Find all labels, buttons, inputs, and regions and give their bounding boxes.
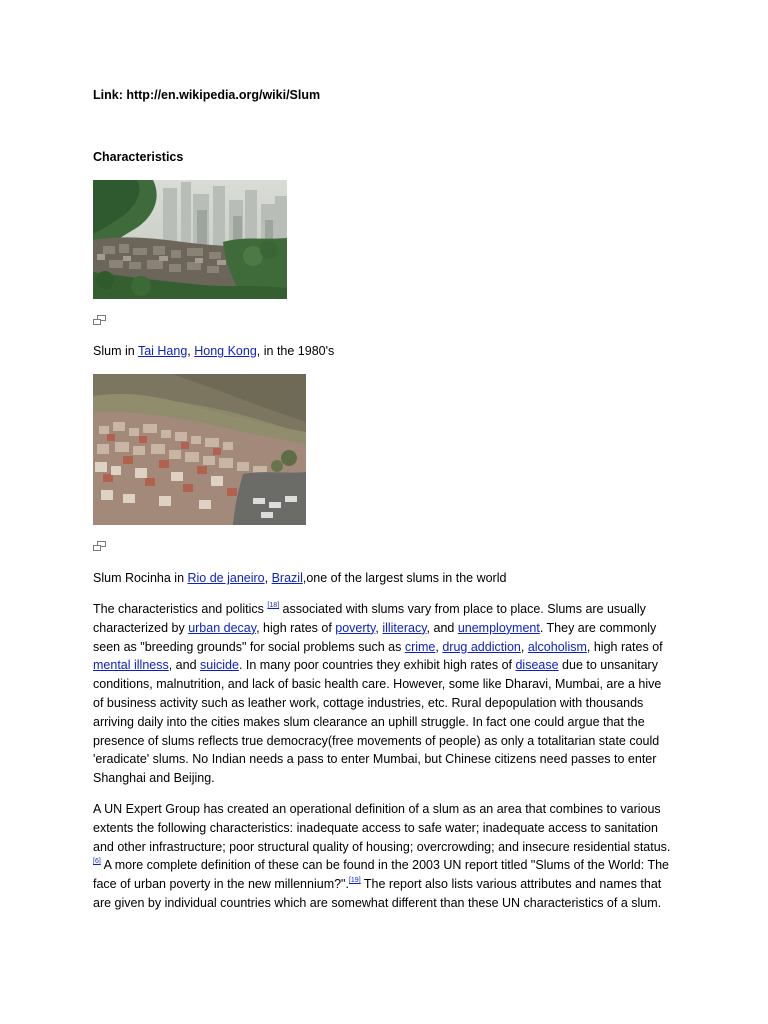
mental-illness-link[interactable]: mental illness <box>93 658 169 673</box>
disease-link[interactable]: disease <box>515 658 559 673</box>
unemployment-link[interactable]: unemployment <box>457 620 540 635</box>
un-definition-paragraph <box>93 800 675 913</box>
illiteracy-link[interactable]: illiteracy <box>382 620 427 635</box>
section-heading: Characteristics <box>93 150 184 164</box>
paragraph-text: . They are commonly seen as "breeding grounds" for social problems such as <box>93 620 657 654</box>
tai-hang-link[interactable]: Tai Hang <box>137 344 188 358</box>
tai-hang-slum-photo <box>93 180 287 299</box>
caption-sep: , <box>187 344 195 358</box>
characteristics-paragraph <box>93 600 675 788</box>
rocinha-slum-photo <box>93 374 306 525</box>
rocinha-slum-image <box>93 374 306 525</box>
paragraph-text: , <box>520 639 528 654</box>
brazil-link[interactable]: Brazil <box>271 571 303 585</box>
hong-kong-link[interactable]: Hong Kong <box>194 344 257 358</box>
paragraph-text: due to unsanitary conditions, malnutrition, and lack of basic health care. However, some like Dharavi, Mumbai, are a hive of business activity such as leather work, cottage industries, etc. Rural depopulation with thousands arriving daily into the cities makes slum clearance an uphill struggle. In fact one could argue that the presence of slums reflects true democracy(free movements of people) as only a totalitarian state could 'eradicate' slums. No Indian needs a pass to enter Mumbai, but Chinese citizens need passes to enter Shanghai and Beijing. <box>93 658 662 786</box>
figure-caption-tai-hang <box>93 342 334 361</box>
paragraph-text: , <box>435 639 443 654</box>
paragraph-text: , and <box>168 658 201 673</box>
paragraph-text: , <box>375 620 383 635</box>
drug-addiction-link[interactable]: drug addiction <box>442 639 521 654</box>
source-url[interactable]: http://en.wikipedia.org/wiki/Slum <box>126 88 321 102</box>
paragraph-text: The characteristics and politics <box>93 602 268 616</box>
crime-link[interactable]: crime <box>404 639 436 654</box>
paragraph-text: A UN Expert Group has created an operational definition of a slum as an area that combines to various extents the following characteristics: inadequate access to safe water; inadequate access to sanitation and other infrastructure; poor structural quality of housing; overcrowding; and insecure residential status. <box>93 802 671 854</box>
alcoholism-link[interactable]: alcoholism <box>527 639 587 654</box>
paragraph-text: , and <box>426 620 458 635</box>
tai-hang-slum-image <box>93 180 287 299</box>
paragraph-text: The report also lists various attributes and names that are given by individual countries which are somewhat different than these UN characteristics of a slum. <box>93 877 662 910</box>
figure-caption-rocinha <box>93 569 506 588</box>
citation-19[interactable]: [19] <box>348 877 361 885</box>
caption-text: Slum Rocinha in <box>93 571 188 585</box>
caption-suffix: , in the 1980's <box>256 344 335 358</box>
source-link-line <box>93 86 320 105</box>
paragraph-text: , high rates of <box>586 639 663 654</box>
rio-de-janeiro-link[interactable]: Rio de janeiro <box>187 571 265 585</box>
citation-18[interactable]: [18] <box>267 602 280 609</box>
enlarge-icon[interactable] <box>93 538 107 548</box>
paragraph-text: associated with slums vary from place to place. Slums are usually characterized by <box>93 602 646 635</box>
urban-decay-link[interactable]: urban decay <box>188 620 257 635</box>
citation-6[interactable]: [6] <box>93 858 101 866</box>
caption-sep: , <box>264 571 272 585</box>
magnify-icon <box>93 315 107 325</box>
caption-suffix: ,one of the largest slums in the world <box>302 571 507 585</box>
caption-text: Slum in <box>93 344 138 358</box>
magnify-icon <box>93 541 107 551</box>
suicide-link[interactable]: suicide <box>200 658 239 673</box>
enlarge-icon[interactable] <box>93 312 107 322</box>
paragraph-text: . In many poor countries they exhibit high rates of <box>238 658 516 673</box>
link-label: Link: <box>93 88 127 102</box>
paragraph-text: , high rates of <box>256 620 336 635</box>
poverty-link[interactable]: poverty <box>335 620 376 635</box>
paragraph-text: A more complete definition of these can be found in the 2003 UN report titled "Slums of the World: The face of urban poverty in the new millennium?". <box>93 858 669 892</box>
